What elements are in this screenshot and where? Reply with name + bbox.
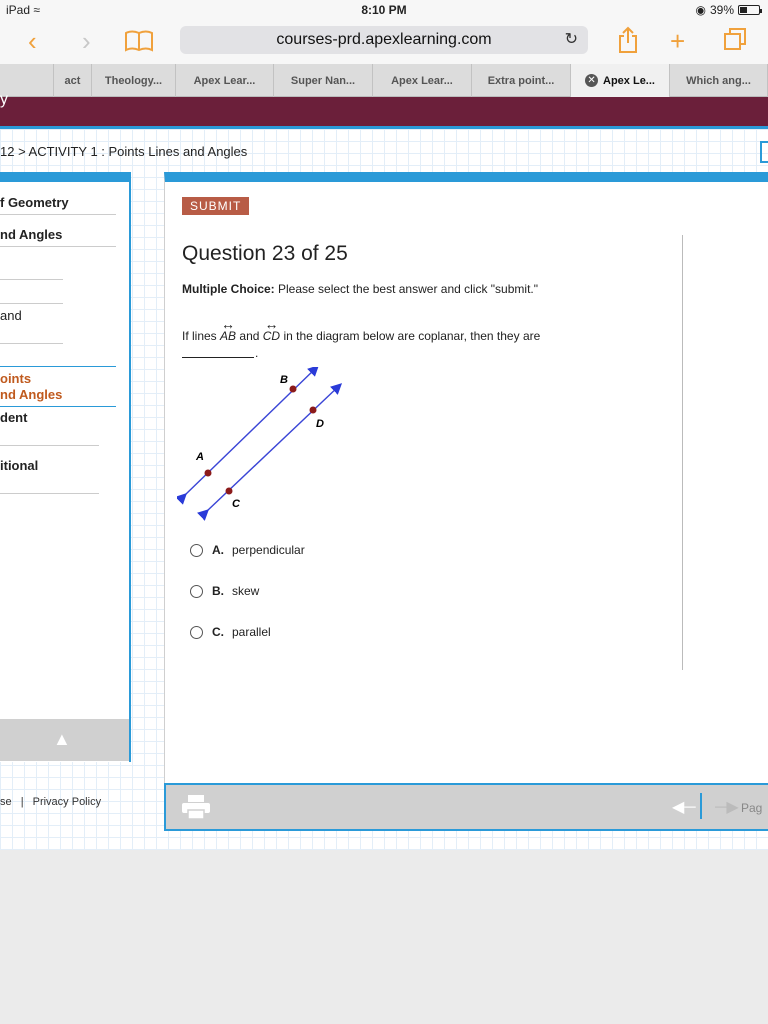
line-cd-label: ↔ CD xyxy=(263,324,280,343)
radio-button[interactable] xyxy=(190,626,203,639)
page-label: Pag xyxy=(741,801,763,815)
label-c: C xyxy=(232,498,240,510)
sidebar-item[interactable]: dent xyxy=(0,410,28,425)
point-b xyxy=(290,386,297,393)
footer-link[interactable]: se xyxy=(0,796,12,808)
tab[interactable]: Which ang... xyxy=(670,64,768,97)
question-title: Question 23 of 25 xyxy=(182,242,348,265)
scroll-up-icon[interactable]: ▲ xyxy=(53,729,71,749)
point-a xyxy=(205,470,212,477)
answer-blank xyxy=(182,344,254,358)
line-ab xyxy=(185,367,317,495)
url-text: courses-prd.apexlearning.com xyxy=(276,31,492,48)
answer-option[interactable]: A. perpendicular xyxy=(190,543,305,557)
bookmarks-icon[interactable] xyxy=(124,26,154,58)
tab-bar xyxy=(0,64,768,97)
radio-button[interactable] xyxy=(190,585,203,598)
label-a: A xyxy=(196,451,204,463)
submit-button[interactable]: SUBMIT xyxy=(182,197,249,215)
privacy-policy-link[interactable]: Privacy Policy xyxy=(32,796,102,808)
sidebar-item[interactable]: nd Angles xyxy=(0,227,63,242)
divider xyxy=(682,235,683,670)
line-ab-label: ↔ AB xyxy=(220,324,236,343)
answer-option[interactable]: C. parallel xyxy=(190,625,271,639)
tab-active[interactable]: ✕ Apex Le... xyxy=(571,64,670,97)
sidebar-footer xyxy=(0,719,131,761)
battery-icon xyxy=(738,5,760,15)
sidebar-item-active[interactable]: oints xyxy=(0,371,32,386)
breadcrumb[interactable]: 12 > ACTIVITY 1 : Points Lines and Angles xyxy=(0,144,248,159)
sidebar xyxy=(0,172,131,762)
tab[interactable]: Apex Lear... xyxy=(373,64,472,97)
tab[interactable]: Super Nan... xyxy=(274,64,373,97)
label-b: B xyxy=(280,374,288,386)
sidebar-item[interactable]: and xyxy=(0,308,22,323)
question-instructions: Multiple Choice: Please select the best answer and click "submit." xyxy=(182,282,538,296)
breadcrumb-edge xyxy=(760,141,768,163)
point-c xyxy=(226,488,233,495)
reload-icon[interactable]: ↻ xyxy=(564,31,578,48)
status-bar xyxy=(0,0,768,20)
question-panel: SUBMIT Question 23 of 25 Multiple Choice: Please select the best answer and click "submit." If lines ↔ AB and ↔ CD in the diagram below are coplanar, then they are . A B C D A. perpendicular B. skew C. parallel xyxy=(164,172,768,785)
browser-toolbar xyxy=(0,20,768,64)
address-bar[interactable] xyxy=(180,26,588,54)
print-icon[interactable] xyxy=(181,794,211,820)
new-tab-icon[interactable]: + xyxy=(670,26,686,56)
back-icon[interactable]: ‹ xyxy=(28,26,37,56)
tab[interactable]: Theology... xyxy=(92,64,176,97)
device-name: iPad ≈ xyxy=(6,3,40,17)
orientation-lock-icon: ◉ xyxy=(695,3,706,17)
nav-separator xyxy=(700,793,702,819)
footer-links xyxy=(0,796,101,808)
tab[interactable]: Apex Lear... xyxy=(176,64,274,97)
point-d xyxy=(310,407,317,414)
label-d: D xyxy=(316,418,324,430)
clock: 8:10 PM xyxy=(361,3,407,17)
header-logo-fragment: y xyxy=(0,91,8,108)
answer-option[interactable]: B. skew xyxy=(190,584,259,598)
tab[interactable]: Extra point... xyxy=(472,64,571,97)
sidebar-item[interactable]: itional xyxy=(0,458,39,473)
footer-separator: | xyxy=(20,796,24,808)
site-header xyxy=(0,91,768,129)
tabs-icon[interactable] xyxy=(722,26,748,58)
parallel-lines-diagram xyxy=(177,367,357,527)
question-footer xyxy=(164,783,768,831)
battery-fill xyxy=(740,7,747,13)
wifi-icon: ≈ xyxy=(33,3,40,17)
close-tab-icon[interactable]: ✕ xyxy=(585,74,598,87)
share-icon[interactable] xyxy=(617,26,639,60)
forward-icon[interactable]: › xyxy=(82,26,91,56)
sidebar-item-active[interactable]: nd Angles xyxy=(0,387,63,402)
question-text: If lines ↔ AB and ↔ CD in the diagram below are coplanar, then they are xyxy=(182,324,540,343)
tab[interactable]: act xyxy=(54,64,92,97)
previous-arrow-icon[interactable]: ◀─ xyxy=(672,799,696,816)
next-arrow-icon[interactable]: ─▶ xyxy=(715,799,739,816)
content-area xyxy=(0,129,768,850)
battery-percent: 39% xyxy=(709,3,734,17)
sidebar-item[interactable]: f Geometry xyxy=(0,195,69,210)
radio-button[interactable] xyxy=(190,544,203,557)
tab[interactable] xyxy=(0,64,54,97)
